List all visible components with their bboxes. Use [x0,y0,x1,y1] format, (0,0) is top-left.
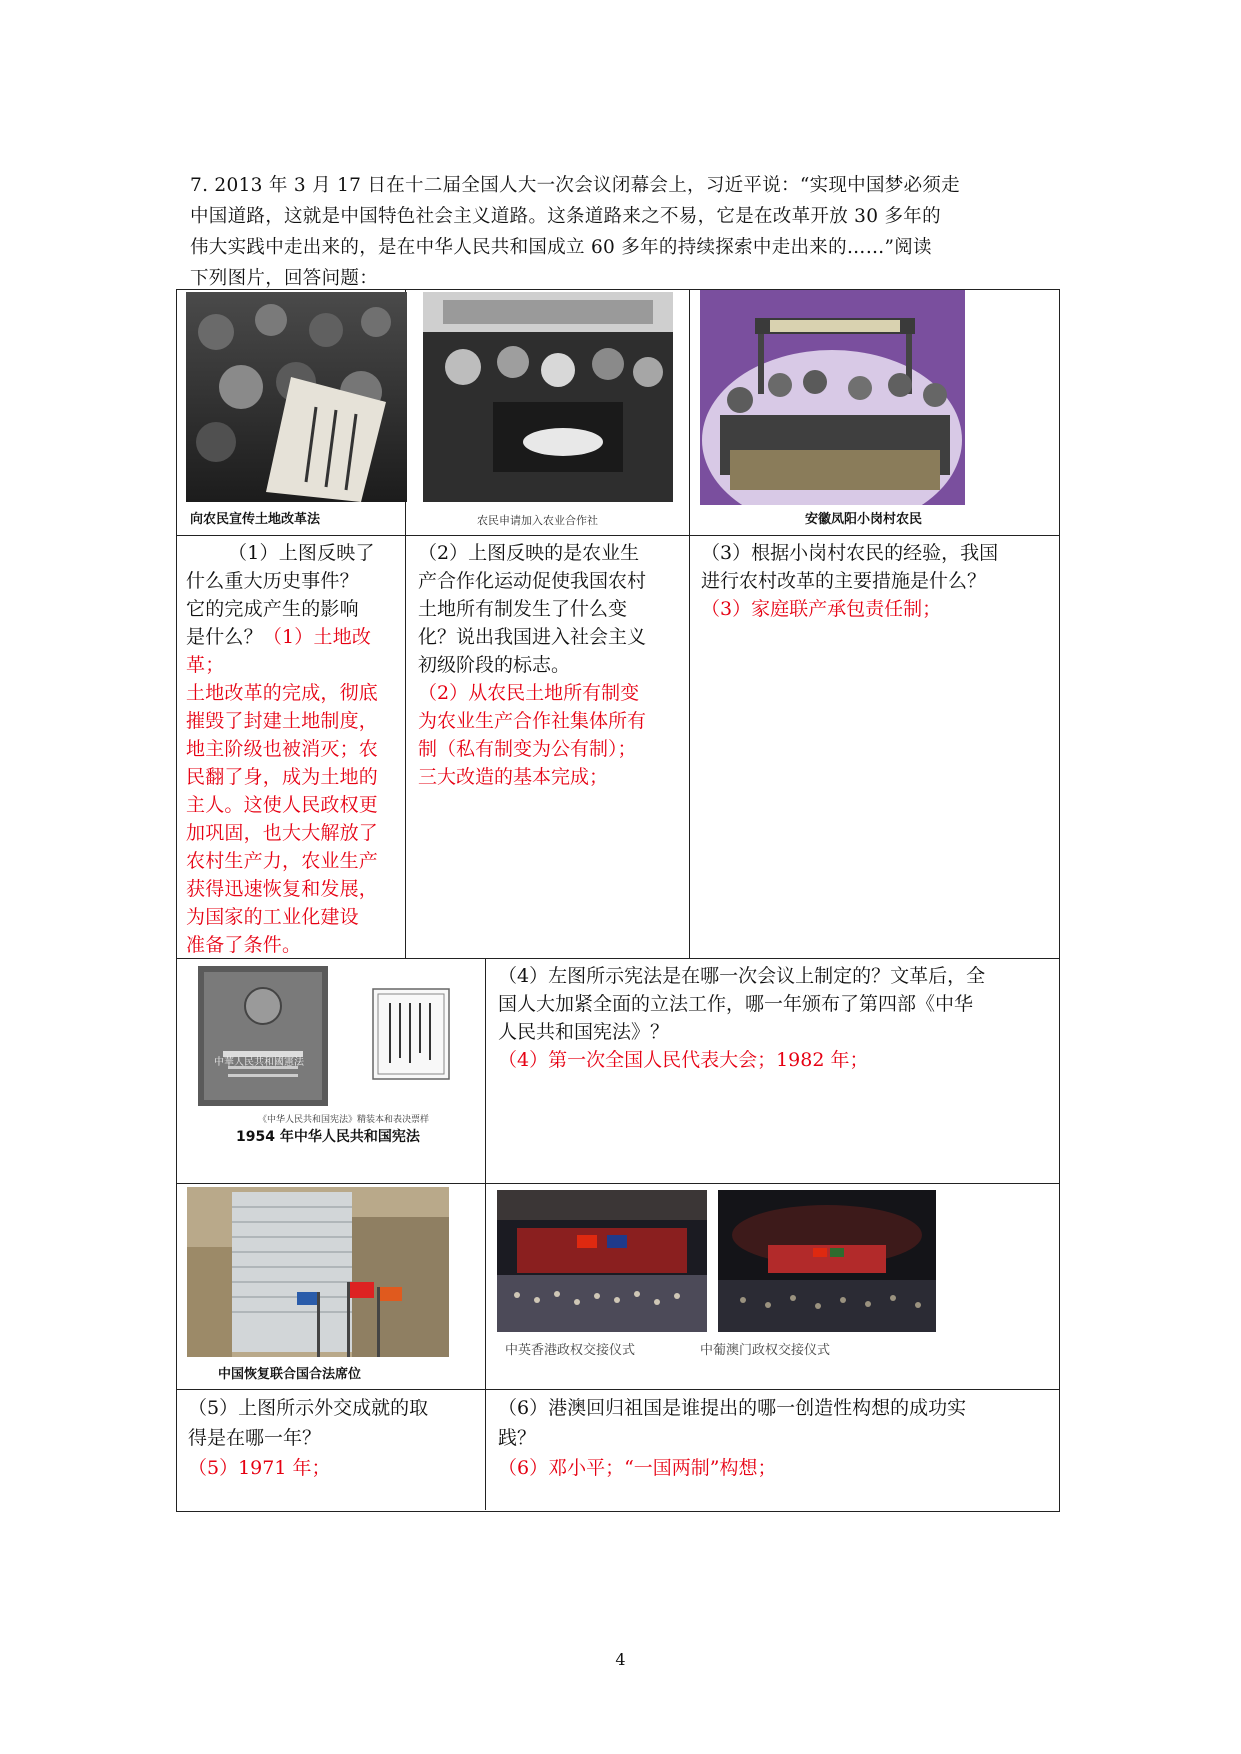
q2-answer-line: 为农业生产合作社集体所有 [418,710,647,732]
photo-caption: 中葡澳门政权交接仪式 [700,1343,831,1358]
q2-question-line: 初级阶段的标志。 [418,654,571,676]
q5-question-line: 得是在哪一年？ [188,1427,322,1449]
question-intro [190,170,1070,294]
q1-answer-inline: （1）土地改 [262,626,372,648]
hk-handover-photo [497,1190,707,1332]
q1-answer-line: 为国家的工业化建设 [186,906,359,928]
q1-question-line: 它的完成产生的影响 [186,598,359,620]
un-building-photo [187,1187,449,1357]
q3-answer-line: （3）家庭联产承包责任制； [701,598,942,620]
land-reform-photo [186,292,407,502]
q2-answer-line: （2）从农民土地所有制变 [418,682,640,704]
q3-question-line: （3）根据小岗村农民的经验，我国 [701,542,999,564]
table-divider [176,535,1060,536]
q1-answer-line: 民翻了身，成为土地的 [186,766,379,788]
q1-answer-line: 土地改革的完成，彻底 [186,682,379,704]
q2-question-line: （2）上图反映的是农业生 [418,542,640,564]
q2-answer-line: 制（私有制变为公有制）； [418,738,637,760]
q1-question-line: （1）上图反映了 [228,542,375,564]
q6-question-line: （6）港澳回归祖国是谁提出的哪一创造性构想的成功实 [498,1397,967,1419]
photo-caption: 农民申请加入农业合作社 [477,514,598,527]
ballot-sample-image [372,988,450,1080]
q4-question-line: （4）左图所示宪法是在哪一次会议上制定的？文革后，全 [498,965,986,987]
book-title: 中華人民共和國憲法 [214,1057,304,1068]
table-divider [176,1183,1060,1184]
q1-question-line: 什么重大历史事件？ [186,570,359,592]
q4-question-line: 人民共和国宪法》？ [498,1021,670,1043]
q5-cell [188,1393,480,1483]
photo-caption: 中国恢复联合国合法席位 [218,1367,362,1382]
cooperative-photo [423,292,673,502]
q1-answer-line: 准备了条件。 [186,934,302,956]
macau-handover-photo [718,1190,936,1332]
photo-caption: 安徽凤阳小岗村农民 [805,512,923,527]
q1-answer-line: 地主阶级也被消灭；农 [186,738,379,760]
q1-answer-line: 主人。这使人民政权更 [186,794,379,816]
q1-cell [186,539,400,959]
photo-caption: 向农民宣传土地改革法 [190,512,321,527]
intro-line: 伟大实践中走出来的，是在中华人民共和国成立 60 多年的持续探索中走出来的……”阅读 [190,237,932,258]
xiaogang-photo [700,290,965,505]
q3-question-line: 进行农村改革的主要措施是什么？ [701,570,987,592]
q6-question-line: 践？ [498,1427,537,1449]
q2-answer-line: 三大改造的基本完成； [418,766,609,788]
photo-caption: 中英香港政权交接仪式 [505,1343,636,1358]
q4-question-line: 国人大加紧全面的立法工作，哪一年颁布了第四部《中华 [498,993,974,1015]
constitution-book-image [198,966,328,1106]
photo-caption: 1954 年中华人民共和国宪法 [236,1129,420,1145]
q5-question-line: （5）上图所示外交成就的取 [188,1397,429,1419]
q4-cell [498,962,1058,1074]
q2-question-line: 化？说出我国进入社会主义 [418,626,647,648]
table-divider [689,289,690,958]
q2-question-line: 产合作化运动促使我国农村 [418,570,647,592]
q1-answer-line: 摧毁了封建土地制度， [186,710,379,732]
q5-answer-line: （5）1971 年； [188,1457,331,1479]
q2-question-line: 土地所有制发生了什么变 [418,598,628,620]
q4-answer-line: （4）第一次全国人民代表大会；1982 年； [498,1049,869,1071]
q1-answer-line: 获得迅速恢复和发展， [186,878,379,900]
intro-line: 下列图片，回答问题： [190,268,379,289]
table-divider [485,958,486,1510]
q2-cell [418,539,686,791]
intro-line: 中国道路，这就是中国特色社会主义道路。这条道路来之不易，它是在改革开放 30 多年的 [190,206,941,227]
page-number: 4 [615,1650,626,1669]
q1-answer-line: 农村生产力，农业生产 [186,850,379,872]
book-caption: 《中华人民共和国宪法》精装本和表决票样 [258,1115,430,1125]
intro-line: 7. 2013 年 3 月 17 日在十二届全国人大一次会议闭幕会上，习近平说：“实现中国梦必须走 [190,175,960,196]
q3-cell [701,539,1056,623]
q6-answer-line: （6）邓小平；“一国两制”构想； [498,1457,777,1479]
table-divider [176,1389,1060,1390]
q1-answer-line: 加巩固，也大大解放了 [186,822,379,844]
q1-question-line: 是什么？ [186,626,263,648]
q1-answer-line: 革； [186,654,225,676]
q6-cell [498,1393,1058,1483]
